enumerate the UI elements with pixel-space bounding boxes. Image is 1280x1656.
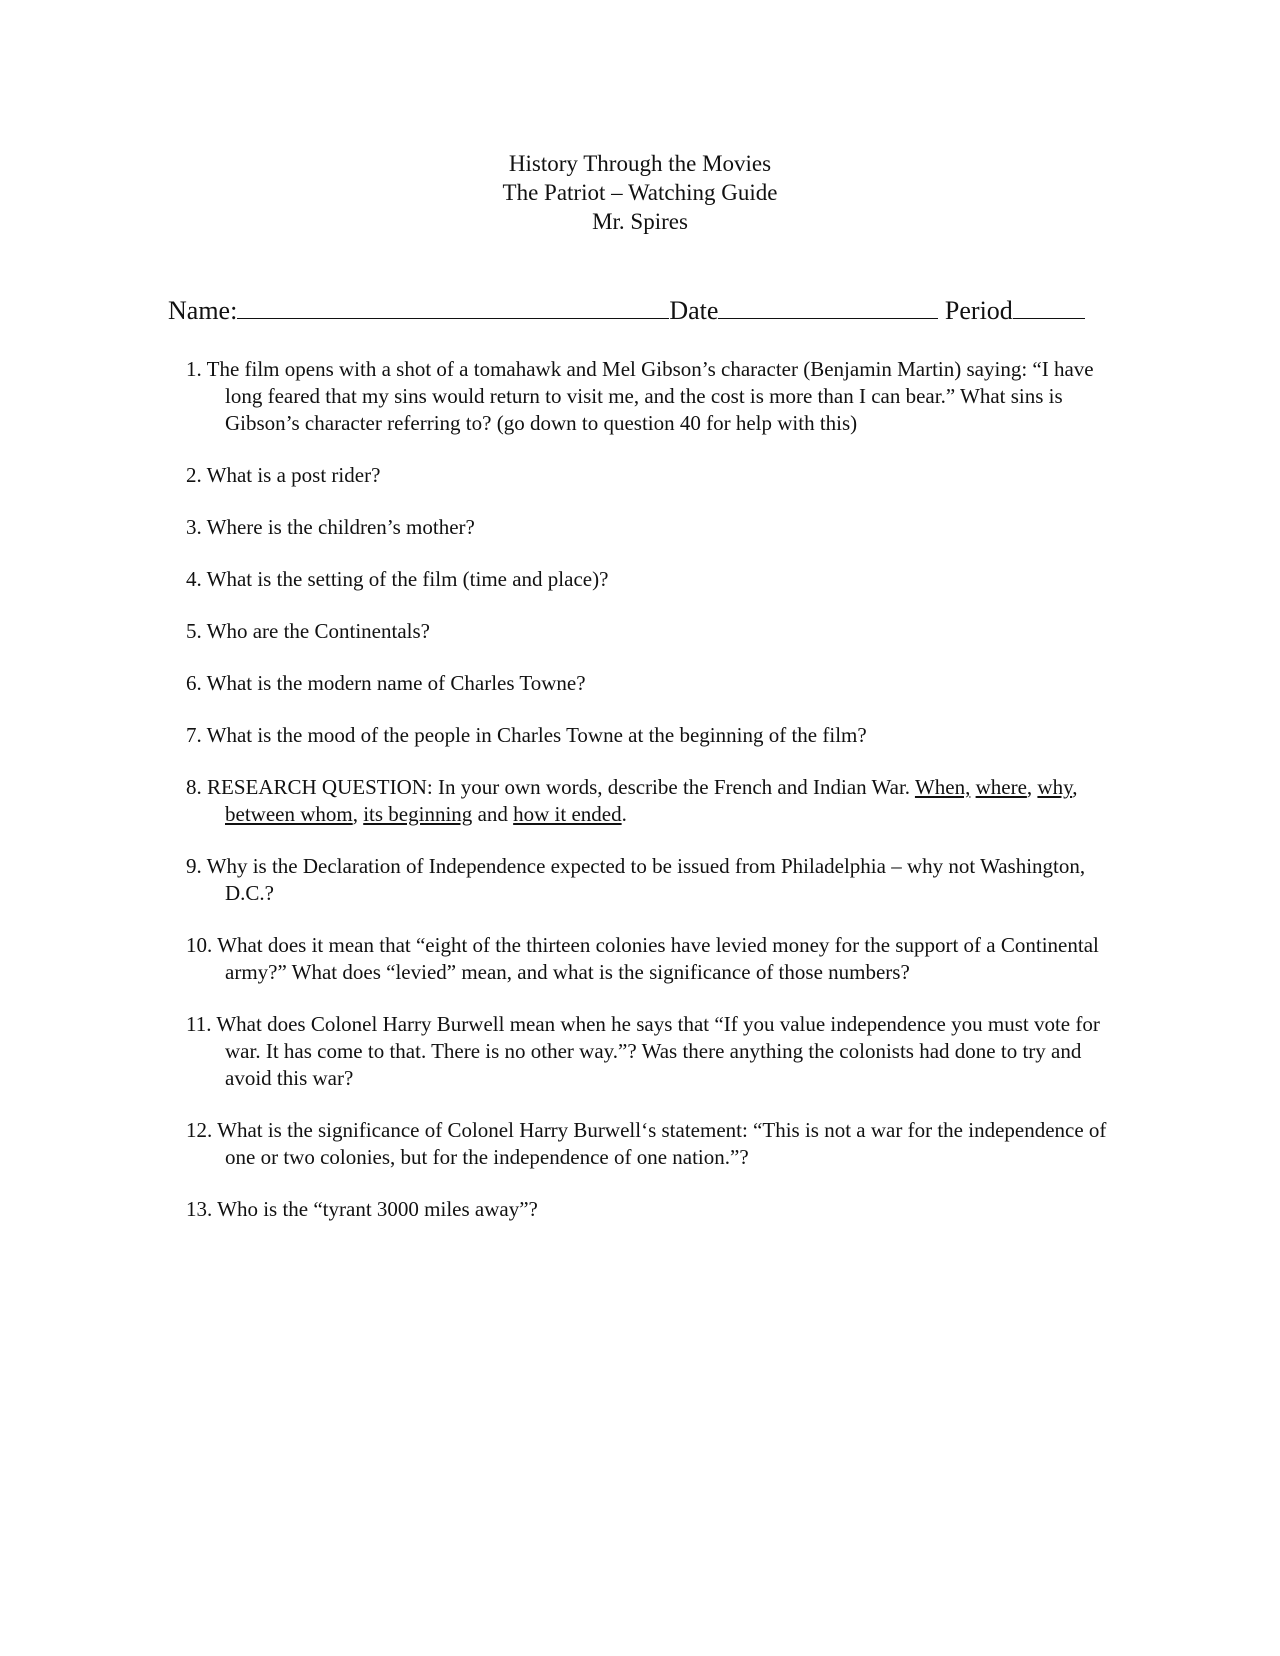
question-text: What does Colonel Harry Burwell mean when he says that “If you value independence you must vote for war. It has come to that. There is no other way.”? Was there anything the colonists had done to try and avoid this war? [216, 1012, 1100, 1090]
question-number: 5. [186, 619, 202, 643]
course-title: History Through the Movies [508, 151, 772, 176]
underlined-why: why [1037, 775, 1073, 799]
question-8 [186, 774, 1126, 828]
question-number: 2. [186, 463, 202, 487]
teacher-name: Mr. Spires [592, 209, 688, 234]
date-label: Date [669, 296, 719, 325]
name-label: Name: [168, 296, 238, 325]
question-text: RESEARCH QUESTION: In your own words, describe the French and Indian War. [207, 775, 911, 799]
question-number: 4. [186, 567, 202, 591]
question-text: What is the significance of Colonel Harry Burwell‘s statement: “This is not a war for the independence of one or two colonies, but for the independence of one nation.”? [217, 1118, 1107, 1169]
question-text: What does it mean that “eight of the thirteen colonies have levied money for the support of a Continental army?” What does “levied” mean, and what is the significance of those numbers? [217, 933, 1099, 984]
question-2 [186, 462, 1126, 489]
student-info-row [168, 294, 1118, 327]
question-number: 10. [186, 933, 213, 957]
question-4 [186, 566, 1126, 593]
question-number: 9. [186, 854, 202, 878]
question-text: Why is the Declaration of Independence expected to be issued from Philadelphia – why not Washington, D.C.? [206, 854, 1086, 905]
document-header [0, 149, 1280, 236]
comma: , [1072, 775, 1078, 799]
underlined-how-it-ended: how it ended [513, 802, 622, 826]
question-text: What is the mood of the people in Charles Towne at the beginning of the film? [206, 723, 867, 747]
question-10 [186, 932, 1126, 986]
comma: , [352, 802, 358, 826]
question-list [186, 356, 1126, 1248]
question-number: 11. [186, 1012, 212, 1036]
question-13 [186, 1196, 1126, 1223]
question-text: What is the setting of the film (time and place)? [206, 567, 609, 591]
question-9 [186, 853, 1126, 907]
underlined-between-whom: between whom [225, 802, 353, 826]
question-1 [186, 356, 1126, 437]
conjunction: and [477, 802, 508, 826]
question-number: 7. [186, 723, 202, 747]
question-3 [186, 514, 1126, 541]
question-text: Who are the Continentals? [206, 619, 430, 643]
period-mark: . [621, 802, 627, 826]
question-number: 13. [186, 1197, 213, 1221]
question-number: 8. [186, 775, 202, 799]
question-number: 12. [186, 1118, 213, 1142]
guide-title: The Patriot – Watching Guide [502, 180, 778, 205]
question-number: 3. [186, 515, 202, 539]
question-text: The film opens with a shot of a tomahawk and Mel Gibson’s character (Benjamin Martin) saying: “I have long feared that my sins would return to visit me, and the cost is more than I can bear.” What sins is Gibson’s character referring to? (go down to question 40 for help with this) [206, 357, 1094, 435]
question-number: 1. [186, 357, 202, 381]
name-field[interactable] [237, 294, 669, 319]
period-label: Period [944, 296, 1013, 325]
question-text: Where is the children’s mother? [206, 515, 475, 539]
question-7 [186, 722, 1126, 749]
comma: , [1026, 775, 1033, 799]
underlined-its-beginning: its beginning [363, 802, 473, 826]
question-12 [186, 1117, 1126, 1171]
question-text: What is a post rider? [206, 463, 381, 487]
question-11 [186, 1011, 1126, 1092]
period-field[interactable] [1013, 294, 1085, 319]
question-5 [186, 618, 1126, 645]
question-6 [186, 670, 1126, 697]
question-number: 6. [186, 671, 202, 695]
question-text: Who is the “tyrant 3000 miles away”? [217, 1197, 538, 1221]
question-text: What is the modern name of Charles Towne? [206, 671, 586, 695]
date-field[interactable] [718, 294, 938, 319]
underlined-where: where [975, 775, 1027, 799]
underlined-when: When, [914, 775, 971, 799]
